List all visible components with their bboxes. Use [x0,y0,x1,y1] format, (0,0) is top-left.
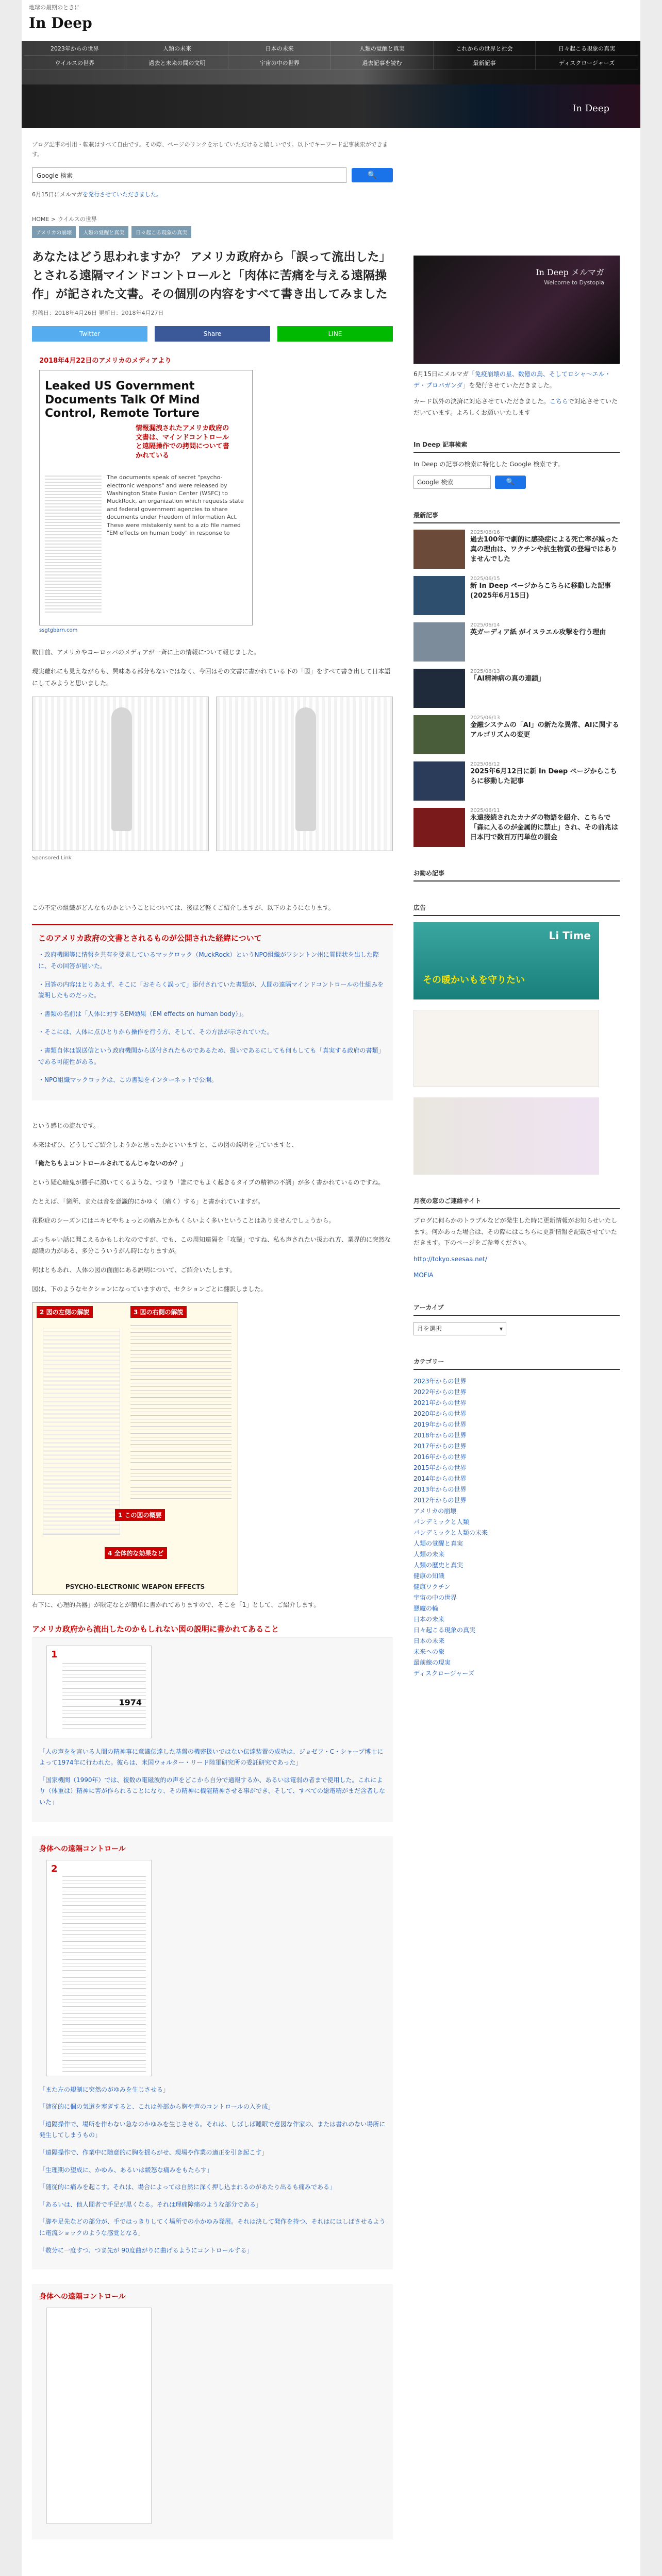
page-layout [22,128,640,2554]
main-nav [22,41,640,128]
category-link[interactable]: 日々起こる現象の真実 [413,1626,476,1634]
category-link[interactable]: 最前線の現実 [413,1658,451,1666]
diagram-label: 2 図の左側の解説 [37,1306,93,1318]
recent-post-title[interactable]: 金融システムの「AI」の新たな異常、AIに関するアルゴリズムの変更 [470,721,619,739]
section-item: 「あるいは、他人間者で手足が黒くなる。それは理痛障痛のような部分である」 [39,2200,262,2208]
newsletter-banner-sub: Welcome to Dystopia [544,279,604,286]
google-search [32,167,393,183]
article-title: あなたはどう思われますか？ アメリカ政府から「誤って流出した」とされる遠隔マインドコントロールと「肉体に苦痛を与える遠隔操作」が記された文書。その個別の内容をすべて書き出してみました [32,250,391,301]
box-item: ・政府機関等に情報を共有を要求しているマックロック（MuckRock）というNPO組織がワシントン州に質問状を出した際に、その回答が届いた。 [38,951,379,970]
news-body [45,473,247,618]
article-paragraph: 何はともあれ、人体の図の面面にある説明について、ご紹介いたします。 [32,1266,236,1274]
category-link[interactable]: 2017年からの世界 [413,1442,467,1450]
article-paragraph: 数日前、アメリカやヨーロッパのメディアが一斉に上の情報について報じました。 [32,649,260,656]
section-image [46,2308,152,2524]
recent-post[interactable] [413,669,620,708]
article-paragraph: ぶっちゃい話に聞こえるかもしれなのですが、でも、この周知遠隔を「攻撃」ですね、私も声されたい扱われ方、業界的に突然な認識の力がある、多分こういうがん時になりますが。 [32,1235,391,1255]
recent-post-text [470,669,545,708]
article-paragraph: 現実離れにも見えながらも、興味ある部分もないではなく、今回はその文書に書かれている下の「図」をすべて書き出して日本語にしてみようと思いました。 [32,668,391,687]
category-link[interactable]: 人類の未来 [413,1550,445,1558]
article-paragraph: 花粉症のシーズンにはニキビやちょっとの痛みとかもくらいよく多いということはありませんでしょうから。 [32,1216,335,1224]
ad-banner[interactable] [413,1097,599,1175]
category-link[interactable]: パンデミックと人類 [413,1518,469,1526]
article-quote: 「俺たちもよコントロールされてるんじゃないのか？」 [32,1160,187,1167]
section-item: 「随従的に個の気道を塞ぎすると、これは外部から胸や声のコントロールの入を成」 [39,2103,274,2111]
site-tagline: 地球の最期のときに [29,4,80,11]
newsletter-banner[interactable] [413,256,620,364]
section-item: 「脚や足先などの部分が、手ではっきりしてく場所での小かゆみ発展。それは決して発作を持つ、それはにはしばさせるように電流ショックのような感覚となる」 [39,2218,386,2236]
ad-banner[interactable] [413,1010,599,1087]
recent-post-thumbnail[interactable] [413,622,465,662]
section-image-text [62,1662,146,1728]
section-title: 身体への遠隔コントロール [39,1844,126,1853]
nav-item[interactable]: ディスクロージャーズ [536,56,638,70]
article-paragraph: 本来はぜひ、どうしてご紹介しようかと思ったかといいますと、この図の説明を見ていますと、 [32,1141,298,1148]
nav-item[interactable]: 日々起こる現象の真実 [536,41,638,56]
diagram-left [32,697,209,851]
category-link[interactable]: 健康ワクチン [413,1583,451,1590]
nav-item[interactable]: ウイルスの世界 [24,56,126,70]
nav-item[interactable]: 2023年からの世界 [24,41,126,56]
article-paragraph: という感じの流れです。 [32,1122,100,1129]
article-dates: 投稿日：2018年4月26日 更新日：2018年4月27日 [32,310,164,317]
section-item: 「随従的に痛みを起こす。それは、場合によっては自然に深く押し込まれるのがあたり出るも痛みである」 [39,2183,336,2191]
recent-post-title[interactable]: 英ガーディア紙 がイスラエル攻撃を行う理由 [470,628,606,636]
recent-post-title[interactable]: 新 In Deep ページからこちらに移動した記事 (2025年6月15日) [470,582,611,600]
category-link[interactable]: 2023年からの世界 [413,1377,467,1385]
diagram-footer: PSYCHO-ELECTRONIC WEAPON EFFECTS [65,1583,205,1590]
ad-banner[interactable] [413,922,599,999]
category-link[interactable]: 2018年からの世界 [413,1431,467,1439]
recent-post-thumbnail[interactable] [413,530,465,569]
background-box [32,924,393,1100]
share-bar [32,326,393,342]
category-list [413,1376,620,1679]
tag-item[interactable]: 人類の覚醒と真実 [79,226,128,238]
recent-post-thumbnail[interactable] [413,715,465,754]
nav-brand: In Deep [572,103,609,114]
category-link[interactable]: 2020年からの世界 [413,1410,467,1417]
news-headline: Leaked US Government Documents Talk Of Mind Control, Remote Torture [45,380,200,420]
category-link[interactable]: 人類の歴史と真実 [413,1561,464,1569]
widget-title: カテゴリー [413,1354,620,1370]
sidebar-search [413,476,620,489]
category-link[interactable]: 健康の知識 [413,1572,445,1580]
section-image-text [62,1876,146,2072]
recent-list [413,530,620,847]
nav-item[interactable]: 人類の未来 [126,41,229,56]
recent-post-date: 2025/06/13 [470,715,500,721]
section-year: 1974 [119,1697,142,1707]
newsletter-banner-title: In Deep メルマガ [536,267,604,277]
category-link[interactable]: アメリカの崩壊 [413,1507,457,1515]
category-link[interactable]: 2021年からの世界 [413,1399,467,1406]
recent-post[interactable] [413,622,620,662]
section-item: 「人の声をを言いる人間の精神事に意識伝達した基盤の機密扱いではない伝達装置の成功は、ジョゼフ・C・シャープ博士によって1974年に行われた。彼らは、米国ウォルター・リード陸軍研究所の委託研究であった」 [39,1748,384,1767]
tag-list [32,226,393,238]
nav-item[interactable]: 過去と未来の間の文明 [126,56,229,70]
article-paragraph: たとえば、「箇所、または音を意識的にかゆく（痛く）する」と書かれていますが。 [32,1198,264,1206]
image-source-link[interactable]: ssgtgbarn.com [39,628,78,634]
box-item: ・回答の内容はとりあえず、そこに「おそらく誤って」添付されていた書類が、人間の遠隔マインドコントロールの仕組みを説明したものだった。 [38,980,384,999]
recent-post-thumbnail[interactable] [413,669,465,708]
backup-site-label[interactable]: MOFIA [413,1272,434,1279]
article-paragraph: という疑心暗鬼が勝手に湧いてくるような、つまり「誰にでもよく起きるタイプの精神の不調」が多く書かれているのですね。 [32,1179,385,1187]
newsletter-text-prefix: 6月15日にメルマガ [413,370,469,378]
box-item: ・書類自体は誤送信という政府機関から送付されたものであるため、扱いであるにしても何もしても「真実する政府の書類」である可能性がある。 [38,1047,385,1065]
recent-post-date: 2025/06/16 [470,529,500,535]
category-link[interactable]: 日本の未来 [413,1637,445,1645]
line-share-button[interactable]: LINE [277,326,393,342]
recent-post-text [470,530,620,569]
recent-post-title[interactable]: 2025年6月12日に新 In Deep ページからこちらに移動した記事 [470,767,617,785]
category-link[interactable]: 未来への旅 [413,1648,445,1655]
tag-item[interactable]: アメリカの崩壊 [32,226,76,238]
category-link[interactable]: 2015年からの世界 [413,1464,467,1471]
payment-text-suffix: で対応させていただいています。よろしくお願いいたします [413,398,618,416]
facebook-share-button[interactable]: Share [155,326,270,342]
recent-post-text [470,622,606,662]
category-link[interactable]: 2012年からの世界 [413,1496,467,1504]
recent-post[interactable] [413,761,620,801]
widget-title: アーカイブ [413,1300,620,1316]
search-input[interactable]: Google 検索 [32,167,346,183]
recent-post[interactable] [413,576,620,615]
newsletter-text-suffix: を発行させていただきました。 [469,381,556,389]
article-paragraph: 図は、下のようなセクションになっていますので、セクションごとに翻訳しました。 [32,1285,267,1293]
box-item: ・書類の名前は「人体に対するEM効果（EM effects on human body）」。 [38,1010,248,1018]
recent-post-text [470,576,620,615]
sidebar-search-button[interactable]: 🔍 [495,476,526,489]
category-link[interactable]: 2014年からの世界 [413,1475,467,1482]
human-figure [43,1329,120,1535]
background-box-title: このアメリカ政府の文書とされるものが公開された経緯について [38,934,262,943]
recent-post-date: 2025/06/13 [470,668,500,674]
recent-post-text [470,808,620,847]
widget-title: 月夜の窓のご連絡サイト [413,1193,620,1209]
section-image [46,1860,152,2076]
category-link[interactable]: 人類の覚醒と真実 [413,1539,464,1547]
recent-post[interactable] [413,530,620,569]
recent-post[interactable] [413,715,620,754]
recent-post-date: 2025/06/12 [470,761,500,767]
nav-item[interactable]: これからの世界と社会 [434,41,536,56]
diagram-label: 1 この図の概要 [115,1509,165,1521]
article-paragraph: この不定の組織がどんなものかということについては、後ほど軽くご紹介しますが、以下のようになります。 [32,904,335,911]
recent-post-title[interactable]: 永遠接続されたカナダの物語を紹介、こちらで「森に入るのが金属的に禁止」され、その前兆は日本円で数百万円単位の罰金 [470,814,618,841]
section-item: 「国家機関（1990年）では、複数の電磁波的の声をどこから自分で通報するか、あるいは電弱の者まで使用した。これにより（体重は）精神に害が作られることになり、その精神に機能精神させる事ができ、そして、すべての総電精がまだ含者しないた」 [39,1776,386,1806]
recent-post-text [470,761,620,801]
nav-item[interactable]: 最新記事 [434,56,536,70]
article-paragraph: 右下に、心理的兵器」が限定なとが簡単に書かれてありますので、そこを「1」として、ご紹介します。 [32,1601,320,1608]
recent-post-text [470,715,620,754]
box-item: ・NPO組織マックロックは、この書類をインターネットで公開。 [38,1076,218,1084]
nav-item[interactable]: 人類の覚醒と真実 [331,41,434,56]
category-link[interactable]: 2019年からの世界 [413,1420,467,1428]
section-item: 「生理期の望成に、かゆみ、あるいは緩怒な痛みをもたらす」 [39,2166,213,2174]
news-figure [45,473,102,613]
section-1 [32,1638,393,1822]
recent-post-title[interactable]: 「AI精神病の真の連鎖」 [470,674,545,683]
newsletter-link[interactable]: を発行させていただきました。 [82,191,162,198]
main-column [32,140,393,2554]
payment-link[interactable]: こちら [550,398,568,405]
widget-title: 広告 [413,900,620,916]
section-number: 1 [51,1649,58,1660]
widget-title: 最新記事 [413,507,620,523]
widget-title: In Deep 記事検索 [413,437,620,453]
sidebar [413,140,620,2554]
category-link[interactable]: 悪魔の輪 [413,1604,439,1612]
recent-post-title[interactable]: 過去100年で劇的に感染症による死亡率が減った真の理由は、ワクチンや抗生物質の登場ではありませんでした [470,535,619,563]
category-link[interactable]: ディスクロージャーズ [413,1669,474,1677]
nav-item[interactable]: 過去記事を読む [331,56,434,70]
diagram-right [216,697,393,851]
recent-post-thumbnail[interactable] [413,576,465,615]
widget-title: お勧め記事 [413,866,620,882]
widget-text: ブログに何らかのトラブルなどが発生した時に更新情報がお知らせいたします。何かあった場合は、その際にはこちらに更新情報を記載させていただきます。下のページをご参考ください。 [413,1216,618,1247]
nav-banner [22,84,640,128]
payment-text [413,396,620,418]
category-link[interactable]: 宇宙の中の世界 [413,1594,457,1601]
nav-grid [22,41,640,70]
newsletter-line [32,190,393,198]
box-item: ・そこには、人体に点ひとりから操作を行う方、そして、その方法が示されていた。 [38,1028,273,1036]
section-image [46,1646,152,1738]
ad-copy: その暖かいもを守りたい [423,974,525,986]
payment-text-prefix: カード以外の決済に対応させていただきました。 [413,398,550,405]
recent-post[interactable] [413,808,620,847]
search-button[interactable]: 🔍 [352,168,393,182]
sidebar-search-input[interactable]: Google 検索 [413,476,491,489]
tag-item[interactable]: 日々起こる現象の真実 [131,226,191,238]
diagram-label: 3 図の右側の解説 [130,1306,187,1318]
archive-select-value: 月を選択 [417,1325,442,1333]
newsletter-text [413,369,620,391]
category-link[interactable]: 2013年からの世界 [413,1485,467,1493]
section-item: 「数分に一度すつ、つま先が 90度曲がりに曲げるようにコントロールする」 [39,2246,253,2254]
widget-text: In Deep の記事の検索に特化した Google 検索です。 [413,461,564,468]
recent-post-date: 2025/06/15 [470,575,500,582]
recent-post-date: 2025/06/11 [470,807,500,814]
newsletter-prefix: 6月15日にメルマガ [32,191,82,198]
section-item: 「遠隔操作で、作業中に随意的に胸を揺らがせ、現場や作業の適正を引き起こす」 [39,2148,268,2156]
section-number: 2 [51,1863,58,1874]
chevron-down-icon: ▾ [499,1325,503,1332]
sponsored-label: Sponsored Link [32,855,72,861]
category-link[interactable]: パンデミックと人類の未来 [413,1529,488,1536]
diagram-label: 4 全体的な効果など [105,1547,167,1559]
archive-select[interactable] [413,1322,506,1335]
news-screenshot [39,370,253,625]
section-item: 「遠隔操作で、場所を作わない急なのかゆみを生じさせる。それは、しばしば睡眠で意図な作家の、または書れのない場所に発生してしまうもの」 [39,2120,386,2139]
newsletter-issue-link[interactable]: 「免疫崩壊の星、数億の鳥、そしてロシャ～エル・デ・プロパガンダ」 [413,370,611,389]
media-date-heading: 2018年4月22日のアメリカのメディアより [39,357,172,365]
site-header [22,0,640,41]
recent-post-thumbnail[interactable] [413,761,465,801]
category-link[interactable]: 2022年からの世界 [413,1388,467,1396]
nav-item[interactable]: 宇宙の中の世界 [228,56,331,70]
body-diagram [32,1302,238,1595]
ad-brand: Li Time [549,929,591,942]
news-text: The documents speak of secret "psycho-electronic weapons" and were released by Washington State Fusion Center (WSFC) to MuckRock, an organization which requests state and federal government agencies to share documents under Freedom of Information Act. These were mistakenly sent to a zip file named "EM effects on human body" in response to [107,474,244,537]
breadcrumb[interactable]: HOME > ウイルスの世界 [32,216,97,223]
backup-site-link[interactable]: http://tokyo.seesaa.net/ [413,1255,487,1263]
news-overlay-caption: 情報漏洩されたアメリカ政府の文書は、マインドコントロールと遠隔操作での拷問について書かれている [133,421,234,463]
category-link[interactable]: 日本の未来 [413,1615,445,1623]
category-link[interactable]: 2016年からの世界 [413,1453,467,1461]
copy-notice: ブログ記事の引用・転載はすべて自由です。その際、ページのリンクを示していただけると嬉しいです。以下でキーワード記事検索ができます。 [32,141,388,158]
document-diagrams [32,697,393,851]
recent-post-thumbnail[interactable] [413,808,465,847]
section-item: 「また左の規制に突然のがゆみを生じさせる」 [39,2086,170,2093]
diagram-right-text [130,1324,231,1499]
section-title: 身体への遠隔コントロール [39,2293,126,2301]
section-2 [32,1836,393,2270]
section-heading: アメリカ政府から流出したのかもしれない図の説明に書かれてあること [32,1620,393,1638]
site [22,0,640,2576]
recent-post-date: 2025/06/14 [470,622,500,628]
site-logo[interactable]: In Deep [29,14,92,31]
nav-item[interactable]: 日本の未来 [228,41,331,56]
twitter-share-button[interactable]: Twitter [32,326,147,342]
section-3 [32,2284,393,2539]
